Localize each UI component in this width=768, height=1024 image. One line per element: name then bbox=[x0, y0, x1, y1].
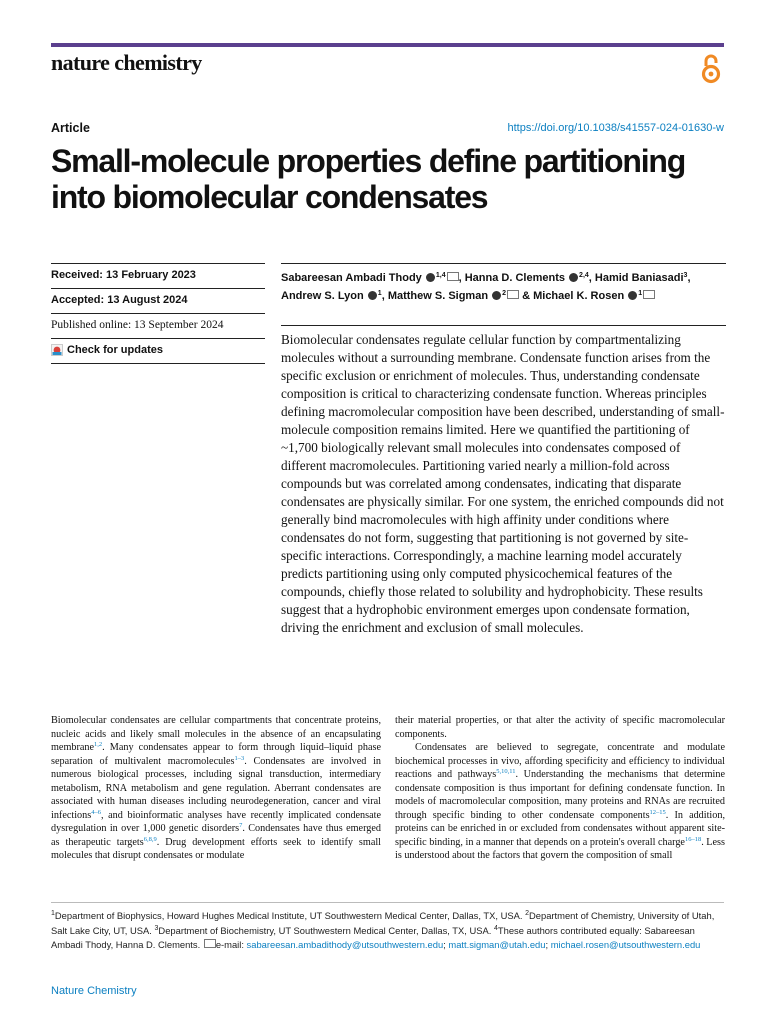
author-name[interactable]: Andrew S. Lyon bbox=[281, 290, 364, 302]
email-icon[interactable] bbox=[507, 290, 519, 299]
author-name[interactable]: Hanna D. Clements bbox=[464, 272, 565, 284]
reference-link[interactable]: 6,8,9 bbox=[143, 835, 157, 843]
body-paragraph: Condensates are believed to segregate, concentrate and modulate biochemical processes in vivo, affording specificity and efficiency to individual reactions and pathways$^{5,10,11}$. Understanding the mechanisms that determine condensate composition is thus important for defining condensate function. In models of macromolecular composition, many proteins and RNAs are recruited through specific binding to other condensate components$^{12-15}$. In addition, proteins can be enriched in or excluded from condensates without apparent site-specific binding, in a manner that depends on a protein's overall charge$^{16-18}$. Less is understood about the factors that govern the composition of small bbox=[395, 742, 725, 861]
published-date bbox=[51, 313, 265, 338]
metadata-bottom-rule bbox=[51, 363, 265, 364]
reference-link[interactable]: 16–18 bbox=[684, 835, 702, 843]
journal-color-bar bbox=[51, 43, 724, 47]
author-name[interactable]: Sabareesan Ambadi Thody bbox=[281, 272, 422, 284]
orcid-icon[interactable] bbox=[569, 273, 578, 282]
author-name[interactable]: Michael K. Rosen bbox=[533, 290, 625, 302]
author-affiliation: 3 bbox=[683, 272, 688, 279]
affiliation-footnotes: $^1$Department of Biophysics, Howard Hughes Medical Institute, UT Southwestern Medical Center, Dallas, TX, USA. $^2$Department of Chemistry, University of Utah, Salt Lake City, UT, USA. $^3$Department of Biochemistry, UT Southwestern Medical Center, Dallas, TX, USA. $^4$These authors contributed equally: Sabareesan Ambadi Thody, Hanna D. Clements. e-mail: sabareesan.ambadithody@utsouthwestern.edu; matt.sigman@utah.edu; michael.rosen@utsouthwestern.edu bbox=[51, 910, 715, 950]
open-access-icon bbox=[698, 52, 724, 84]
received-date: Received: 13 February 2023 bbox=[51, 263, 265, 288]
reference-link[interactable]: 7 bbox=[239, 822, 243, 829]
article-type-label: Article bbox=[51, 121, 90, 135]
body-paragraph: their material properties, or that alter the activity of specific macromolecular components. bbox=[395, 715, 725, 740]
published-date-text: Published online: 13 September 2024 bbox=[51, 319, 224, 331]
journal-name: nature chemistry bbox=[51, 50, 202, 75]
author-affiliation: 1 bbox=[638, 290, 643, 297]
reference-link[interactable]: 5,10,11 bbox=[496, 768, 516, 775]
check-for-updates-icon bbox=[51, 344, 63, 356]
body-column-right bbox=[395, 714, 725, 863]
check-updates-row bbox=[51, 338, 265, 363]
author-name[interactable]: Matthew S. Sigman bbox=[387, 290, 489, 302]
author-affiliation: 1,4 bbox=[435, 272, 446, 279]
orcid-icon[interactable] bbox=[492, 291, 501, 300]
abstract: Biomolecular condensates regulate cellular function by compartmentalizing molecules without a surrounding membrane. Condensate function arises from the specific exclusion or enrichment of molecules. Thus, understanding condensate composition is critical to characterizing condensate function. Whereas principles defining macromolecular composition have been described, understanding of small-molecule composition remains limited. Here we quantified the partitioning of ~1,700 biologically relevant small molecules into condensates composed of different macromolecules. Partitioning varied nearly a million-fold across compounds but was correlated among condensates, indicating that disparate condensates are physically similar. For one system, the enriched compounds did not generally bind macromolecules with high affinity under conditions where condensates do not form, suggesting that partitioning is not governed by site-specific interactions. Correspondingly, a machine learning model accurately predicts partitioning using only computed physicochemical features of the compounds, chiefly those related to solubility and hydrophobicity. These results suggest that a hydrophobic environment emerges upon condensate formation, driving the enrichment and exclusion of small molecules. bbox=[281, 332, 725, 635]
author-affiliation: 2,4 bbox=[579, 272, 589, 279]
reference-link[interactable]: 1–3 bbox=[234, 754, 245, 762]
doi-link[interactable]: https://doi.org/10.1038/s41557-024-01630-w bbox=[507, 122, 724, 134]
email-link[interactable]: michael.rosen@utsouthwestern.edu bbox=[550, 939, 701, 950]
reference-link[interactable]: 1,2 bbox=[94, 741, 103, 748]
author-list: Sabareesan Ambadi Thody $^{1,4}$ , Hanna D. Clements $^{2,4}$, Hamid Baniasadi$^3$, Andrew S. Lyon $^1$, Matthew S. Sigman $^2$ & Michael K. Rosen $^1$ bbox=[281, 263, 726, 305]
orcid-icon[interactable] bbox=[368, 291, 377, 300]
orcid-icon[interactable] bbox=[628, 291, 637, 300]
reference-link[interactable]: 12–15 bbox=[649, 808, 666, 816]
article-title: Small-molecule properties define partitioning into biomolecular condensates bbox=[51, 143, 686, 215]
abstract-rule bbox=[281, 325, 726, 326]
author-name[interactable]: Hamid Baniasadi bbox=[594, 272, 684, 284]
email-link[interactable]: matt.sigman@utah.edu bbox=[448, 939, 546, 950]
email-icon[interactable] bbox=[447, 272, 459, 281]
email-icon bbox=[204, 939, 216, 948]
orcid-icon[interactable] bbox=[426, 273, 435, 282]
author-affiliation: 1 bbox=[377, 290, 382, 297]
article-metadata bbox=[51, 263, 265, 364]
email-icon[interactable] bbox=[643, 290, 655, 299]
body-column-left bbox=[51, 714, 381, 863]
body-paragraph: Biomolecular condensates are cellular compartments that concentrate proteins, nucleic acids and likely small molecules in the absence of an encapsulating membrane$^{1,2}$. Many condensates appear to form through liquid–liquid phase separation of multivalent macromolecules$^{1-3}$. Condensates are involved in numerous biological processes, including signal transduction, intermediary metabolism, RNA metabolism and gene regulation. Aberrant condensates are associated with human diseases including neurodegeneration, cancer and viral infections$^{4-6}$, and bioinformatic analyses have recently implicated condensate dysregulation in over 1,000 genetic disorders$^7$. Condensates have thus emerged as therapeutic targets$^{6,8,9}$. Drug development efforts seek to identify small molecules that disrupt condensates or modulate bbox=[51, 715, 381, 861]
footer-journal-name[interactable]: Nature Chemistry bbox=[51, 985, 137, 997]
footnote-rule bbox=[51, 902, 724, 903]
email-link[interactable]: sabareesan.ambadithody@utsouthwestern.edu bbox=[246, 939, 444, 950]
author-affiliation: 2 bbox=[502, 290, 507, 297]
check-updates-label: Check for updates bbox=[67, 344, 163, 356]
check-updates-button[interactable] bbox=[51, 344, 265, 356]
accepted-date: Accepted: 13 August 2024 bbox=[51, 288, 265, 313]
reference-link[interactable]: 4–6 bbox=[91, 808, 101, 816]
